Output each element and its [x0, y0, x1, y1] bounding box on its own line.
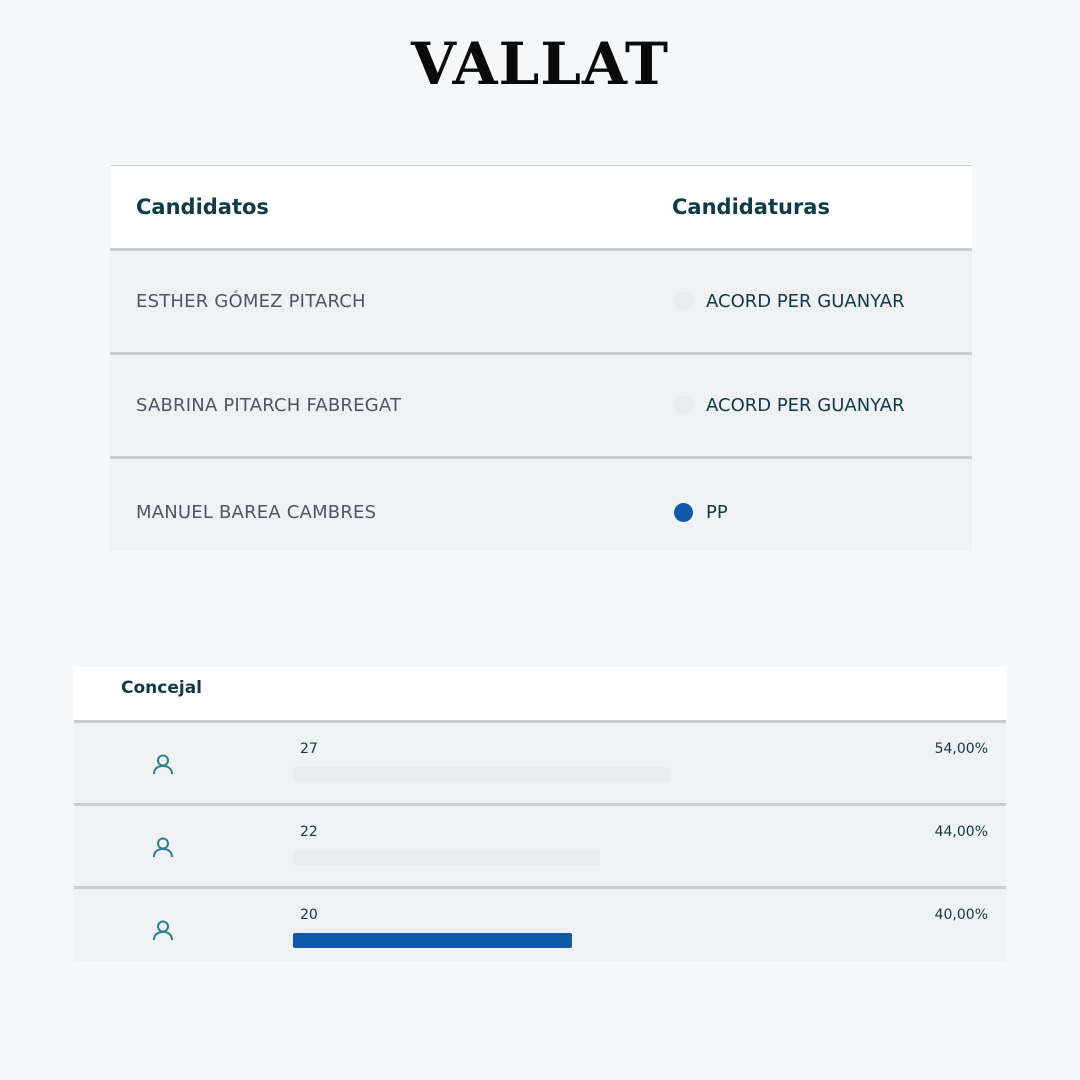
party-color-dot	[674, 503, 693, 522]
candidate-row	[110, 251, 972, 355]
column-header-parties: Candidaturas	[672, 195, 830, 219]
user-icon	[152, 919, 174, 941]
progress-bar-fill	[293, 933, 572, 948]
progress-bar-fill	[293, 850, 600, 865]
vote-count: 22	[300, 824, 318, 840]
user-icon	[152, 753, 174, 775]
party-color-dot	[674, 292, 693, 311]
candidates-table	[110, 165, 972, 551]
column-header-concejal: Concejal	[121, 678, 202, 698]
vote-percent: 44,00%	[934, 824, 988, 840]
progress-bar	[293, 767, 822, 782]
candidate-name: SABRINA PITARCH FABREGAT	[136, 395, 402, 416]
party-name: ACORD PER GUANYAR	[706, 291, 905, 312]
page-title: VALLAT	[410, 30, 670, 98]
candidate-name: MANUEL BAREA CAMBRES	[136, 502, 377, 523]
progress-bar	[293, 850, 822, 865]
result-row	[74, 806, 1006, 889]
candidates-table-header	[110, 165, 972, 251]
candidate-row	[110, 355, 972, 459]
concejal-results	[74, 667, 1006, 961]
vote-count: 27	[300, 741, 318, 757]
result-row	[74, 889, 1006, 961]
column-header-candidates: Candidatos	[136, 195, 269, 219]
vote-count: 20	[300, 907, 318, 923]
progress-bar-fill	[293, 767, 670, 782]
party-name: ACORD PER GUANYAR	[706, 395, 905, 416]
user-icon	[152, 836, 174, 858]
party-color-dot	[674, 396, 693, 415]
result-row	[74, 723, 1006, 806]
vote-percent: 54,00%	[934, 741, 988, 757]
party-name: PP	[706, 502, 728, 523]
vote-percent: 40,00%	[934, 907, 988, 923]
progress-bar	[293, 933, 822, 948]
candidate-name: ESTHER GÓMEZ PITARCH	[136, 291, 366, 312]
results-header	[74, 667, 1006, 723]
candidate-row	[110, 459, 972, 551]
